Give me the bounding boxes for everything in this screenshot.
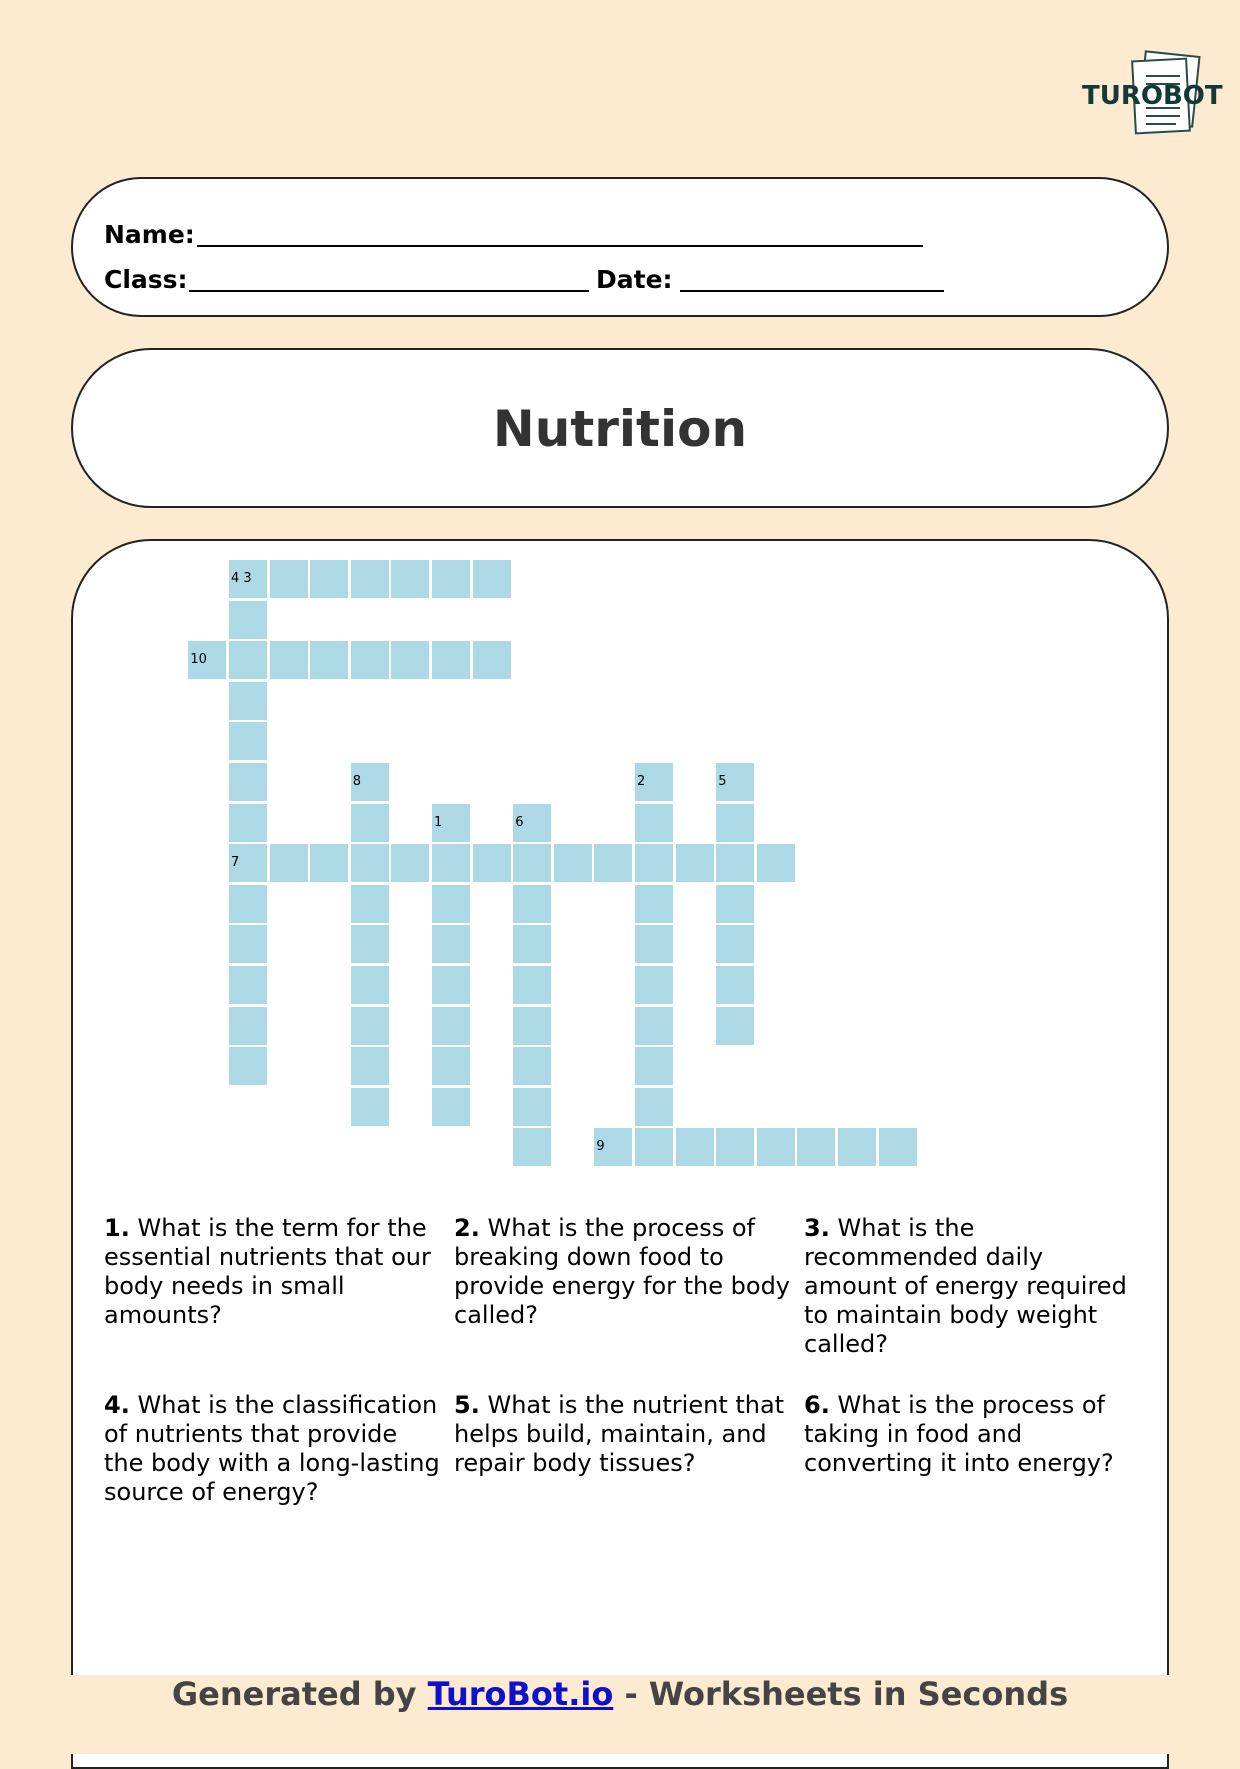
crossword-cell[interactable] <box>473 844 511 882</box>
clue-number: 6. <box>804 1391 830 1419</box>
clue-number: 1. <box>104 1214 130 1242</box>
crossword-cell[interactable] <box>432 966 470 1004</box>
clue-text: What is the recommended daily amount of energy required to maintain body weight called? <box>804 1214 1127 1358</box>
crossword-cell[interactable] <box>716 804 754 842</box>
crossword-cell[interactable] <box>513 1007 551 1045</box>
crossword-cell[interactable] <box>513 1047 551 1085</box>
crossword-clue-number: 7 <box>231 855 240 871</box>
crossword-cell[interactable] <box>635 1007 673 1045</box>
crossword-cell[interactable] <box>351 1047 389 1085</box>
crossword-cell[interactable] <box>432 844 470 882</box>
crossword-cell[interactable] <box>310 560 348 598</box>
crossword-cell[interactable] <box>351 560 389 598</box>
crossword-clue-number: 6 <box>515 814 524 830</box>
crossword-cell[interactable] <box>229 682 267 720</box>
crossword-cell[interactable] <box>838 1128 876 1166</box>
crossword-cell[interactable] <box>676 1128 714 1166</box>
crossword-cell[interactable] <box>310 641 348 679</box>
clue-6 <box>804 1391 1140 1478</box>
crossword-cell[interactable] <box>391 844 429 882</box>
crossword-cell[interactable] <box>635 1128 673 1166</box>
clue-text: What is the nutrient that helps build, maintain, and repair body tissues? <box>454 1391 785 1477</box>
clue-2 <box>454 1214 790 1330</box>
crossword-cell[interactable] <box>229 885 267 923</box>
crossword-cell[interactable] <box>432 560 470 598</box>
clue-text: What is the process of taking in food and converting it into energy? <box>804 1391 1114 1477</box>
clue-text: What is the classification of nutrients that provide the body with a long-lasting source of energy? <box>104 1391 440 1506</box>
clue-text: What is the term for the essential nutrients that our body needs in small amounts? <box>104 1214 431 1329</box>
crossword-cell[interactable] <box>513 966 551 1004</box>
crossword-cell[interactable] <box>473 641 511 679</box>
crossword-cell[interactable] <box>270 844 308 882</box>
class-input-line[interactable] <box>189 290 589 292</box>
clue-4 <box>104 1391 440 1507</box>
crossword-cell[interactable] <box>513 925 551 963</box>
title-panel <box>71 348 1169 508</box>
crossword-cell[interactable] <box>513 885 551 923</box>
class-label: Class: <box>104 265 188 294</box>
crossword-cell[interactable] <box>351 844 389 882</box>
crossword-cell[interactable] <box>229 601 267 639</box>
footer-prefix: Generated by <box>171 1675 428 1713</box>
clue-number: 4. <box>104 1391 130 1419</box>
crossword-cell[interactable] <box>635 885 673 923</box>
crossword-cell[interactable] <box>757 1128 795 1166</box>
crossword-cell[interactable] <box>229 966 267 1004</box>
crossword-cell[interactable] <box>351 641 389 679</box>
clue-3 <box>804 1214 1140 1359</box>
crossword-cell[interactable] <box>351 966 389 1004</box>
crossword-clue-number: 10 <box>190 652 207 668</box>
crossword-cell[interactable] <box>229 1007 267 1045</box>
crossword-cell[interactable] <box>229 1047 267 1085</box>
crossword-clue-number: 1 <box>434 814 443 830</box>
crossword-cell[interactable] <box>716 844 754 882</box>
turobot-logo <box>1080 52 1223 140</box>
crossword-cell[interactable] <box>716 966 754 1004</box>
crossword-cell[interactable] <box>554 844 592 882</box>
crossword-cell[interactable] <box>229 722 267 760</box>
crossword-cell[interactable] <box>635 1088 673 1126</box>
crossword-cell[interactable] <box>229 641 267 679</box>
crossword-cell[interactable] <box>879 1128 917 1166</box>
clue-number: 2. <box>454 1214 480 1242</box>
crossword-cell[interactable] <box>513 844 551 882</box>
crossword-clue-number: 5 <box>718 774 727 789</box>
clue-5 <box>454 1391 790 1478</box>
clue-number: 3. <box>804 1214 830 1242</box>
crossword-cell[interactable] <box>432 641 470 679</box>
crossword-cell[interactable] <box>351 804 389 842</box>
crossword-cell[interactable] <box>635 804 673 842</box>
crossword-grid <box>73 541 1171 1181</box>
crossword-cell[interactable] <box>351 1088 389 1126</box>
crossword-cell[interactable] <box>351 885 389 923</box>
crossword-cell[interactable] <box>513 1088 551 1126</box>
crossword-cell[interactable] <box>229 925 267 963</box>
crossword-cell[interactable] <box>432 885 470 923</box>
crossword-cell[interactable] <box>391 560 429 598</box>
crossword-cell[interactable] <box>432 1007 470 1045</box>
footer-suffix: - Worksheets in Seconds <box>613 1675 1069 1713</box>
crossword-cell[interactable] <box>432 1047 470 1085</box>
crossword-cell[interactable] <box>513 1128 551 1166</box>
crossword-cell[interactable] <box>391 641 429 679</box>
crossword-cell[interactable] <box>432 925 470 963</box>
clue-text: What is the process of breaking down food to provide energy for the body called? <box>454 1214 791 1329</box>
crossword-cell[interactable] <box>716 1128 754 1166</box>
student-info-panel <box>71 177 1169 317</box>
crossword-cell[interactable] <box>797 1128 835 1166</box>
crossword-cell[interactable] <box>676 844 714 882</box>
crossword-cell[interactable] <box>635 1047 673 1085</box>
crossword-clue-number: 8 <box>352 774 362 789</box>
date-input-line[interactable] <box>680 290 944 292</box>
name-label: Name: <box>104 220 195 249</box>
turobot-link[interactable]: TuroBot.io <box>427 1675 614 1713</box>
crossword-cell[interactable] <box>594 844 632 882</box>
crossword-cell[interactable] <box>716 885 754 923</box>
crossword-cell[interactable] <box>351 925 389 963</box>
crossword-cell[interactable] <box>270 560 308 598</box>
date-label: Date: <box>596 265 673 294</box>
logo-wordmark: TUROBOT <box>1082 81 1223 111</box>
clue-1 <box>104 1214 440 1330</box>
name-input-line[interactable] <box>197 245 923 247</box>
crossword-cell[interactable] <box>432 1088 470 1126</box>
crossword-cell[interactable] <box>351 1007 389 1045</box>
crossword-cell[interactable] <box>473 560 511 598</box>
crossword-cell[interactable] <box>229 763 267 801</box>
crossword-cell[interactable] <box>229 804 267 842</box>
crossword-cell[interactable] <box>635 844 673 882</box>
crossword-cell[interactable] <box>310 844 348 882</box>
puzzle-panel <box>71 539 1169 1769</box>
footer <box>0 1675 1240 1754</box>
crossword-cell[interactable] <box>270 641 308 679</box>
crossword-cell[interactable] <box>635 925 673 963</box>
worksheet-title: Nutrition <box>492 400 748 458</box>
crossword-cell[interactable] <box>716 925 754 963</box>
crossword-cell[interactable] <box>716 1007 754 1045</box>
clue-number: 5. <box>454 1391 480 1419</box>
crossword-cell[interactable] <box>757 844 795 882</box>
crossword-clue-number: 2 <box>637 774 646 789</box>
crossword-clue-number: 9 <box>596 1139 605 1155</box>
crossword-cell[interactable] <box>635 966 673 1004</box>
crossword-clue-number: 4 3 <box>231 571 252 586</box>
